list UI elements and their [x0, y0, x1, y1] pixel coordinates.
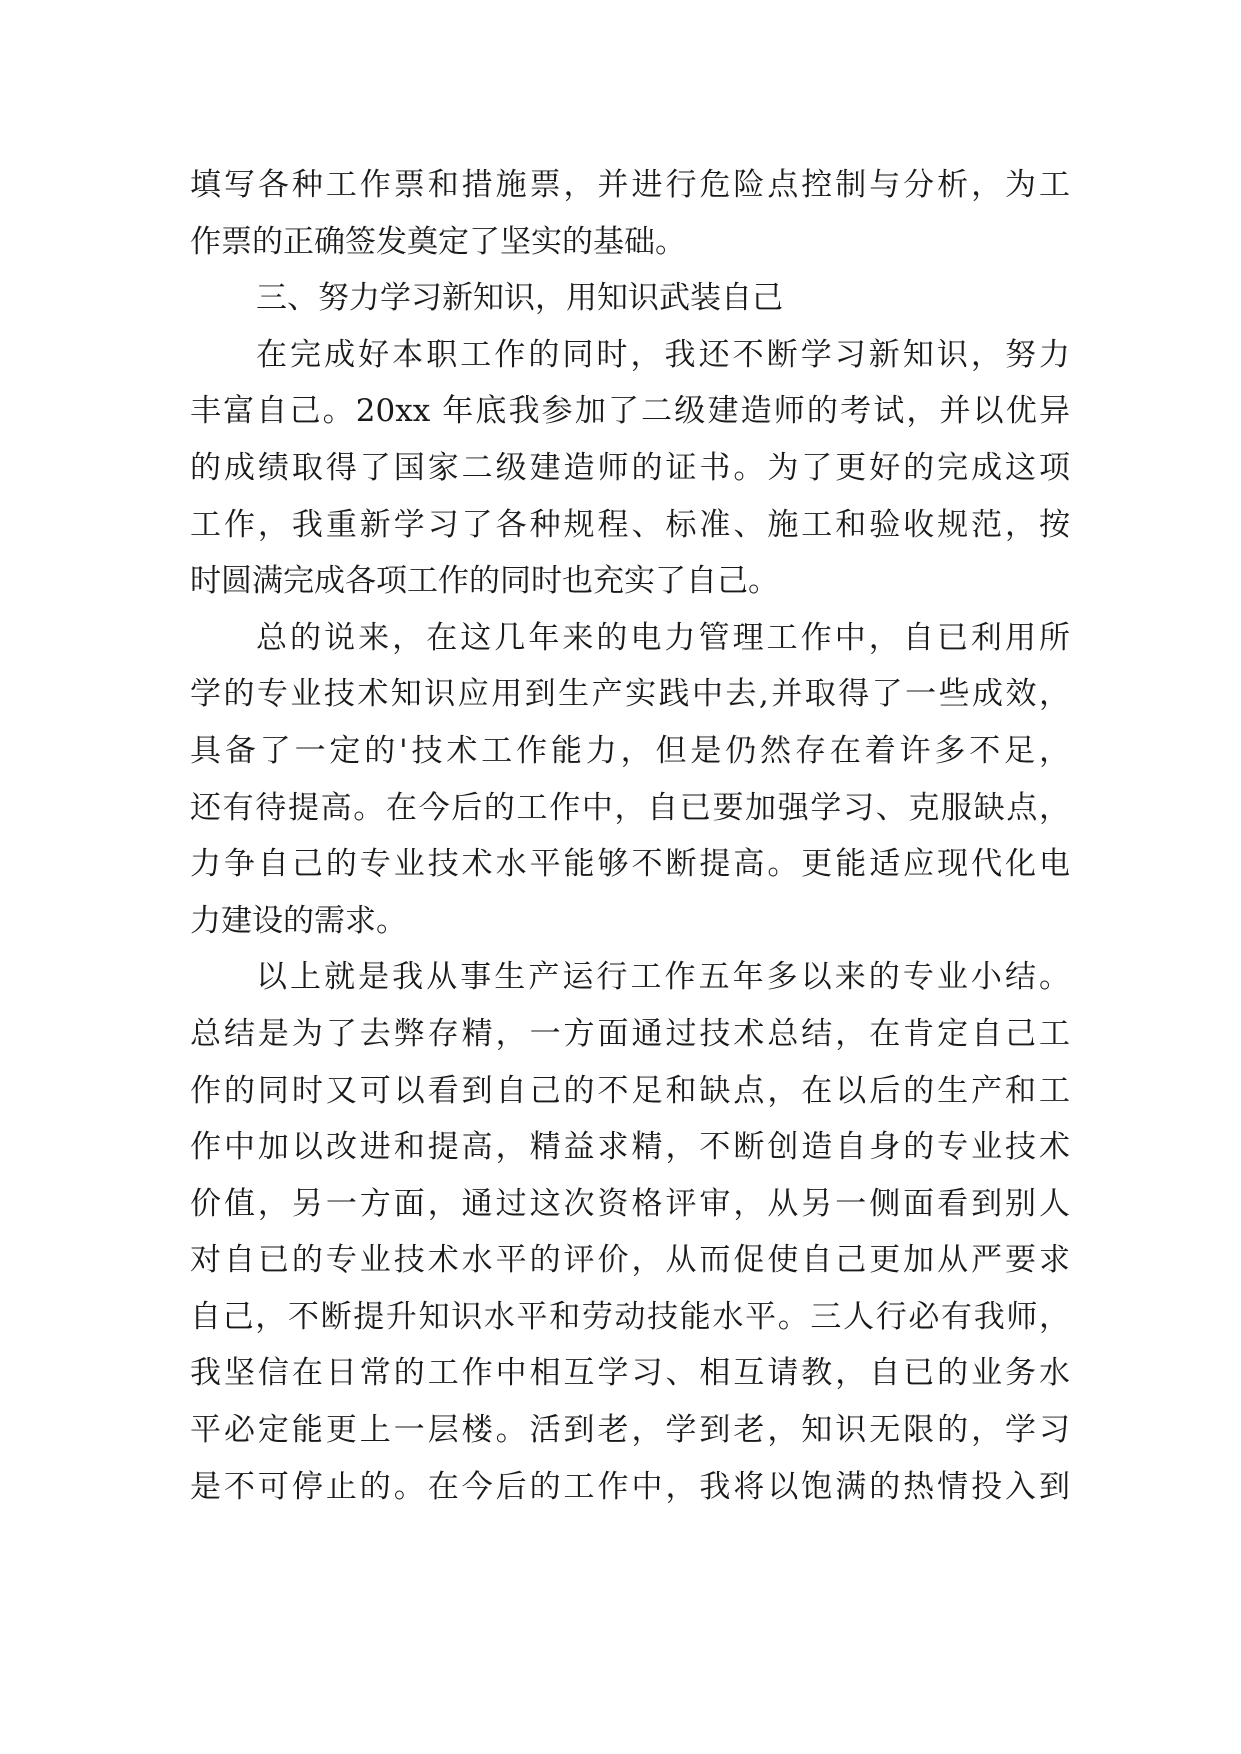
text-line: 工作，我重新学习了各种规程、标准、施工和验收规范，按: [190, 506, 1070, 543]
text-line: 力争自己的专业技术水平能够不断提高。更能适应现代化电: [190, 846, 1070, 883]
body-text: [190, 157, 1070, 1515]
text-line: 时圆满完成各项工作的同时也充实了自己。: [190, 563, 779, 600]
text-line: 学的专业技术知识应用到生产实践中去,并取得了一些成效，: [190, 676, 1070, 713]
text-line: 是不可停止的。在今后的工作中，我将以饱满的热情投入到: [190, 1468, 1070, 1505]
text-line: 填写各种工作票和措施票，并进行危险点控制与分析，为工: [190, 167, 1070, 203]
text-line: 对自已的专业技术水平的评价，从而促使自己更加从严要求: [190, 1242, 1070, 1279]
text-line: 价值，另一方面，通过这次资格评审，从另一侧面看到别人: [190, 1185, 1070, 1222]
text-line: 自己，不断提升知识水平和劳动技能水平。三人行必有我师，: [190, 1298, 1070, 1335]
text-line: 总结是为了去弊存精，一方面通过技术总结，在肯定自己工: [190, 1015, 1070, 1052]
text-line: 力建设的需求。: [190, 902, 407, 939]
text-line: 作票的正确签发奠定了坚实的基础。: [190, 223, 686, 260]
text-line: 我坚信在日常的工作中相互学习、相互请教，自已的业务水: [190, 1355, 1070, 1392]
text-line: 在完成好本职工作的同时，我还不断学习新知识，努力: [256, 336, 1070, 373]
text-line: 作中加以改进和提高，精益求精，不断创造自身的专业技术: [190, 1129, 1070, 1166]
text-line: 平必定能更上一层楼。活到老，学到老，知识无限的，学习: [190, 1412, 1070, 1449]
text-line: 具备了一定的'技术工作能力，但是仍然存在着许多不足，: [190, 732, 1070, 769]
text-line: 作的同时又可以看到自己的不足和缺点，在以后的生产和工: [190, 1072, 1070, 1109]
text-line: 总的说来，在这几年来的电力管理工作中，自已利用所: [256, 619, 1070, 656]
text-line: 的成绩取得了国家二级建造师的证书。为了更好的完成这项: [190, 449, 1070, 486]
section-heading: 三、努力学习新知识，用知识武装自己: [256, 280, 783, 317]
text-line: 丰富自己。20xx 年底我参加了二级建造师的考试，并以优异: [190, 393, 1070, 430]
text-line: 还有待提高。在今后的工作中，自已要加强学习、克服缺点，: [190, 789, 1070, 826]
text-line: 以上就是我从事生产运行工作五年多以来的专业小结。: [256, 959, 1070, 996]
